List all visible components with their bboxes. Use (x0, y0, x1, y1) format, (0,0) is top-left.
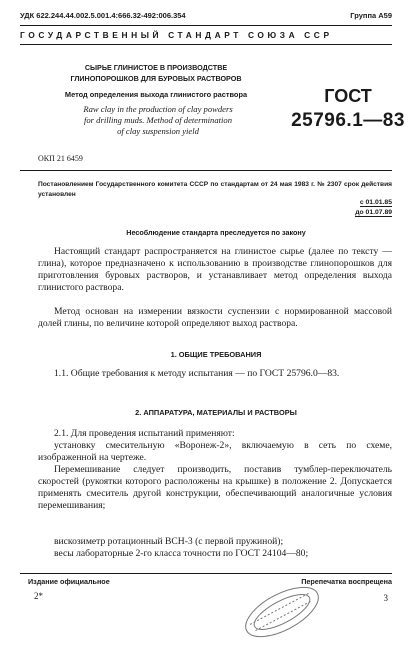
validity-to (355, 209, 392, 217)
top-rule (20, 25, 392, 26)
subtitle: Метод определения выхода глинистого раствора (64, 90, 248, 99)
paragraph-mixer: установку смесительную «Воронеж-2», включаемую в сеть по схеме, изображенной на чертеже. (38, 440, 392, 463)
gost-number: 25796.1—83 (291, 110, 405, 131)
title-line-2: ГЛИНОПОРОШКОВ ДЛЯ БУРОВЫХ РАСТВОРОВ (70, 74, 242, 83)
paragraph-mixing: Перемешивание следует производить, поставив тумблер-переключатель скоростей (рукоятки которого расположены на крышке) в положение 2. Допускается применять смеситель другой конструкции, обеспечивающий аналогичные условия перемешивания; (38, 464, 392, 511)
group-code: Группа А59 (350, 11, 392, 20)
official-edition: Издание официальное (28, 577, 110, 586)
state-standard-banner: ГОСУДАРСТВЕННЫЙ СТАНДАРТ СОЮЗА ССР (20, 30, 333, 40)
paragraph-viscometer: вискозиметр ротационный ВСН-3 (с первой пружиной); (54, 536, 284, 547)
okp-code: ОКП 21 6459 (38, 154, 83, 163)
page-number: 3 (383, 593, 388, 603)
paragraph-scope: Настоящий стандарт распространяется на глинистое сырье (далее по тексту — глина), которое предназначено к использованию в производстве глинопорошков для приготовления буровых растворов, и устанавливает метод определения выхода глинистого раствора. (38, 246, 392, 293)
footer-mark-left: 2* (34, 591, 43, 601)
udk-code: УДК 622.244.44.002.5.001.4:666.32-492:006.354 (20, 11, 186, 20)
library-stamp-icon (232, 582, 332, 642)
paragraph-2-1: 2.1. Для проведения испытаний применяют: (54, 428, 235, 439)
non-observance-notice: Несоблюдение стандарта преследуется по закону (126, 228, 306, 237)
section-heading-2: 2. АППАРАТУРА, МАТЕРИАЛЫ И РАСТВОРЫ (135, 408, 297, 417)
validity-from (360, 199, 392, 207)
banner-rule (20, 44, 392, 45)
paragraph-scales: весы лабораторные 2-го класса точности по ГОСТ 24104—80; (54, 548, 309, 559)
gost-label: ГОСТ (324, 86, 372, 106)
validity-from-value: с 01.01.85 (359, 199, 392, 206)
validity-to-value: до 01.07.89 (355, 209, 392, 216)
english-title-3: of clay suspension yield (117, 126, 199, 136)
paragraph-method: Метод основан на измерении вязкости суспензии с нормированной массовой долей глины, по величине которой определяют выход раствора. (38, 306, 392, 329)
reprint-prohibited: Перепечатка воспрещена (301, 577, 392, 586)
section-heading-1: 1. ОБЩИЕ ТРЕБОВАНИЯ (170, 350, 262, 359)
title-line-1: СЫРЬЕ ГЛИНИСТОЕ В ПРОИЗВОДСТВЕ (84, 63, 228, 72)
english-title-1: Raw clay in the production of clay powders (83, 104, 233, 114)
okp-rule (20, 170, 392, 171)
paragraph-1-1: 1.1. Общие требования к методу испытания — по ГОСТ 25796.0—83. (54, 368, 340, 379)
footer-rule (20, 573, 392, 574)
resolution-text: Постановлением Государственного комитета СССР по стандартам от 24 мая 1983 г. № 2307 срок действия установлен (38, 181, 392, 198)
english-title-2: for drilling muds. Method of determination (84, 115, 232, 125)
